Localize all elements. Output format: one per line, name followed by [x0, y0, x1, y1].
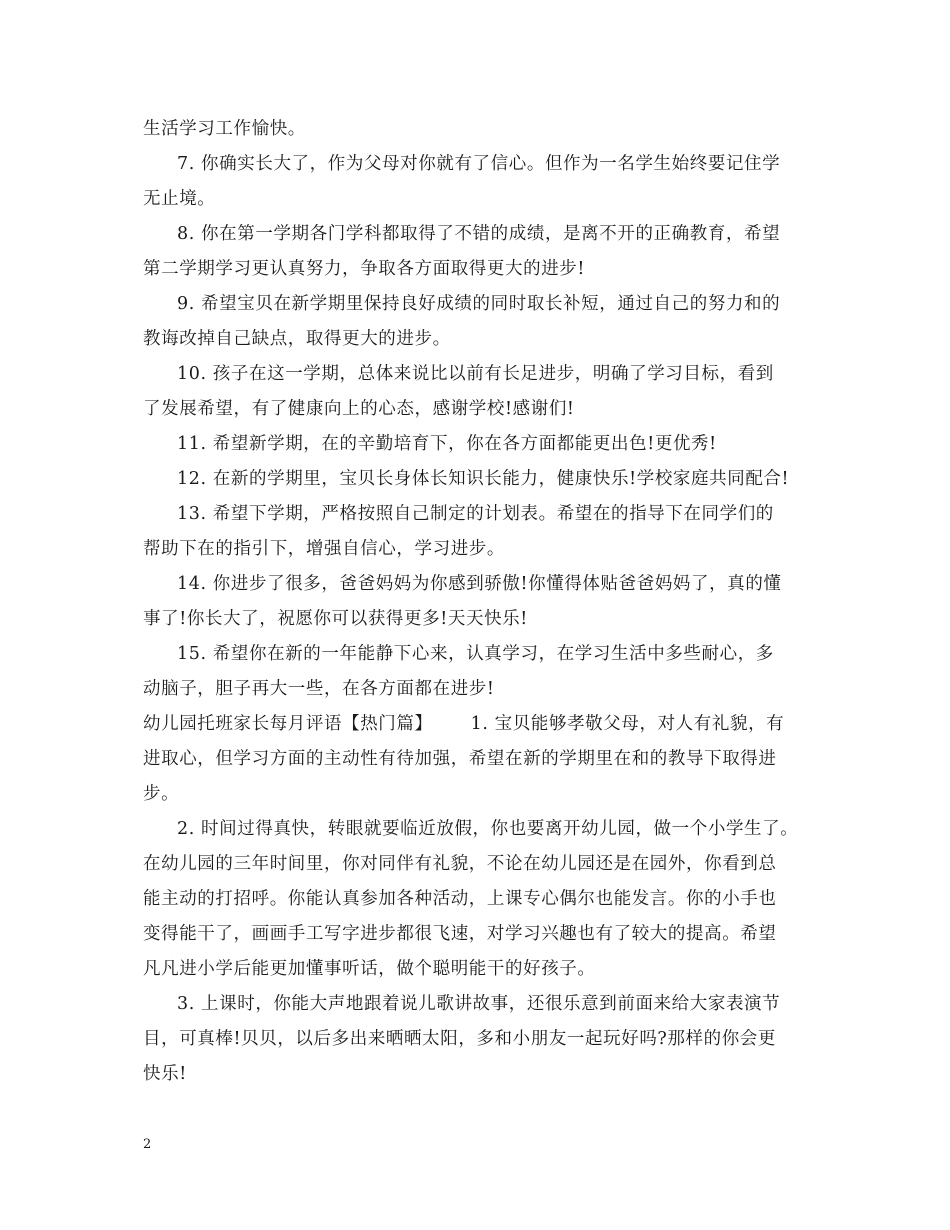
text-line: 12. 在新的学期里，宝贝长身体长知识长能力，健康快乐!学校家庭共同配合! — [177, 469, 790, 489]
section-heading: 幼儿园托班家长每月评语【热门篇】 — [143, 714, 433, 734]
text-line: 9. 希望宝贝在新学期里保持良好成绩的同时取长补短，通过自己的努力和的 — [177, 294, 781, 314]
text-line: 第二学期学习更认真努力，争取各方面取得更大的进步! — [143, 259, 586, 279]
text-line: 生活学习工作愉快。 — [143, 119, 306, 139]
text-line: 目，可真棒!贝贝，以后多出来晒晒太阳，多和小朋友一起玩好吗?那样的你会更 — [143, 1029, 777, 1049]
text-line: 能主动的打招呼。你能认真参加各种活动，上课专心偶尔也能发言。你的小手也 — [143, 889, 777, 909]
text-line: 在幼儿园的三年时间里，你对同伴有礼貌，不论在幼儿园还是在园外，你看到总 — [143, 854, 777, 874]
text-line: 了发展希望，有了健康向上的心态，感谢学校!感谢们! — [143, 399, 575, 419]
text-line: 14. 你进步了很多，爸爸妈妈为你感到骄傲!你懂得体贴爸爸妈妈了，真的懂 — [177, 574, 782, 594]
text-line: 帮助下在的指引下，增强自信心，学习进步。 — [143, 539, 505, 559]
text-line: 13. 希望下学期，严格按照自己制定的计划表。希望在的指导下在同学们的 — [177, 504, 774, 524]
text-line: 7. 你确实长大了，作为父母对你就有了信心。但作为一名学生始终要记住学 — [177, 154, 781, 174]
text-line: 步。 — [143, 784, 180, 804]
text-line: 事了!你长大了，祝愿你可以获得更多!天天快乐! — [143, 609, 528, 629]
text-line: 无止境。 — [143, 189, 216, 209]
text-line: 动脑子，胆子再大一些，在各方面都在进步! — [143, 679, 495, 699]
text-line: 快乐! — [143, 1064, 187, 1084]
text-line: 1. 宝贝能够孝敬父母，对人有礼貌，有 — [470, 714, 785, 734]
text-line: 凡凡进小学后能更加懂事听话，做个聪明能干的好孩子。 — [143, 959, 596, 979]
section-heading-line — [143, 712, 784, 736]
text-line: 教诲改掉自己缺点，取得更大的进步。 — [143, 329, 451, 349]
text-line: 变得能干了，画画手工写字进步都很飞速，对学习兴趣也有了较大的提高。希望 — [143, 924, 777, 944]
text-line: 2. 时间过得真快，转眼就要临近放假，你也要离开幼儿园，做一个小学生了。 — [177, 819, 799, 839]
text-line: 进取心，但学习方面的主动性有待加强，希望在新的学期里在和的教导下取得进 — [143, 749, 777, 769]
text-line: 8. 你在第一学期各门学科都取得了不错的成绩，是离不开的正确教育，希望 — [177, 224, 781, 244]
text-line: 15. 希望你在新的一年能静下心来，认真学习，在学习生活中多些耐心，多 — [177, 644, 774, 664]
page-number: 2 — [143, 1137, 152, 1152]
text-line: 11. 希望新学期，在的辛勤培育下，你在各方面都能更出色!更优秀! — [177, 434, 717, 454]
text-line: 3. 上课时，你能大声地跟着说儿歌讲故事，还很乐意到前面来给大家表演节 — [177, 994, 781, 1014]
text-line: 10. 孩子在这一学期，总体来说比以前有长足进步，明确了学习目标，看到 — [177, 364, 774, 384]
